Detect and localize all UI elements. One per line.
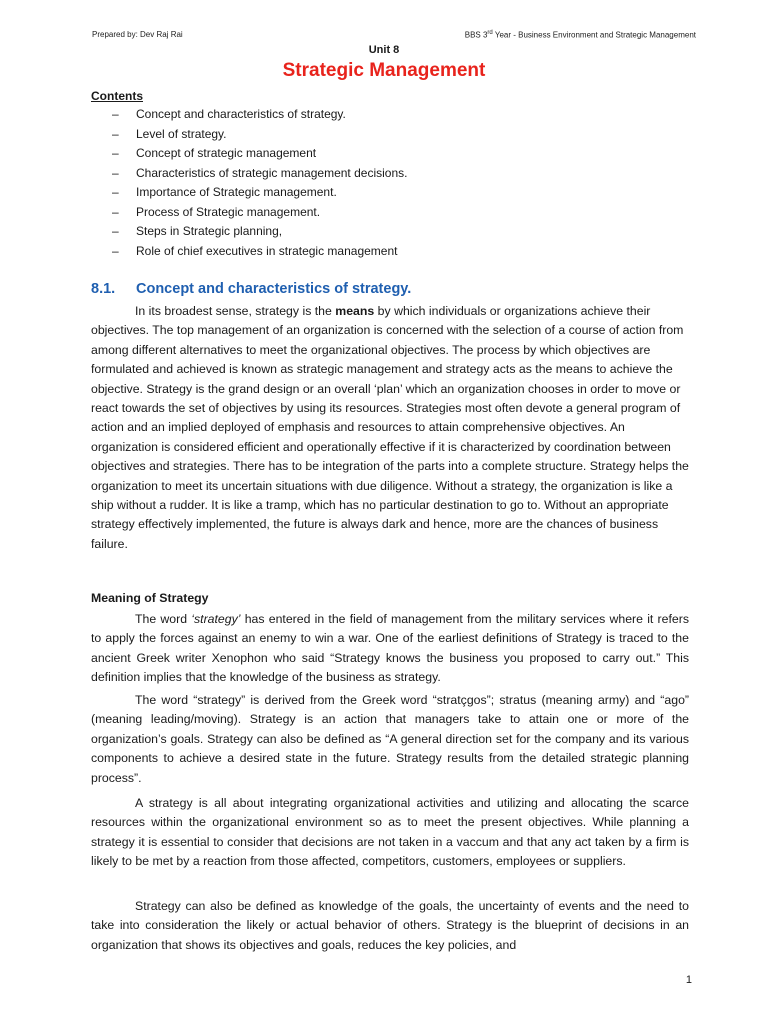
- section-heading: 8.1. Concept and characteristics of strategy.: [91, 281, 412, 297]
- page-title: Strategic Management: [282, 60, 486, 81]
- header-author: Prepared by: Dev Raj Rai: [92, 30, 183, 39]
- meaning-paragraph-4: Strategy can also be defined as knowledge of the goals, the uncertainty of events and the need to take into consideration the likely or actual behavior of others. Strategy is the blueprint of decisions in an organization that shows its objectives and goals, reduces the key policies, and: [91, 899, 689, 952]
- contents-item: – Characteristics of strategic management decisions.: [112, 165, 408, 180]
- meaning-paragraph-1: The word ‘strategy’ has entered in the field of management from the military services where it refers to apply the forces against an enemy to win a war. One of the earliest definitions of Strategy is traced to the ancient Greek writer Xenophon who said “Strategy knows the business you proposed to carry out.” This definition implies that the knowledge of the business as strategy.: [91, 612, 689, 685]
- contents-item: – Concept and characteristics of strategy.: [112, 107, 346, 121]
- section-paragraph: In its broadest sense, strategy is the means by which individuals or organizations achieve their objectives. The top management of an organization is concerned with the selection of a course of action from among different alternatives to meet the organizational objectives. The process by which objectives are formulated and achieved is known as strategic management and strategy acts as the means to achieve the objective. Strategy is the grand design or an overall ‘plan’ which an organization chooses in order to move or react towards the set of objectives by using its resources. Strategies most often devote a general program of action and an implied deployed of emphasis and resources to attain comprehensive objectives. An organization is considered efficient and operationally effective if it is characterized by coordination between objectives and strategies. There has to be integration of the parts into a complete structure. Strategy helps the organization to meet its uncertain situations with due diligence. Without a strategy, the organization is like a ship without a rudder. It is like a tramp, which has no particular destination to go to. Without an appropriate strategy effectively implemented, the future is always dark and hence, more are the chances of business failure.: [91, 304, 689, 551]
- contents-item: – Importance of Strategic management.: [112, 185, 337, 199]
- contents-item: – Steps in Strategic planning,: [112, 224, 283, 238]
- contents-item: – Level of strategy.: [112, 126, 227, 141]
- contents-list: [112, 105, 407, 261]
- contents-item: – Process of Strategic management.: [112, 204, 321, 219]
- page-number: 1: [685, 974, 692, 986]
- contents-heading: Contents: [91, 89, 143, 103]
- contents-item: – Concept of strategic management: [112, 146, 317, 160]
- unit-label: Unit 8: [368, 44, 400, 56]
- meaning-paragraph-3: A strategy is all about integrating organizational activities and utilizing and allocating the scarce resources within the organizational environment so as to meet the present objectives. While planning a strategy it is essential to consider that decisions are not taken in a vaccum and that any act taken by a firm is likely to be met by a reaction from those affected, competitors, customers, employees or suppliers.: [91, 796, 689, 869]
- contents-item: – Role of chief executives in strategic management: [112, 243, 398, 258]
- meaning-paragraph-2: The word “strategy” is derived from the Greek word “stratçgos”; stratus (meaning army) and “ago” (meaning leading/moving). Strategy is an action that managers take to attain one or more of the organization’s goals. Strategy can also be defined as “A general direction set for the company and its various components to achieve a desired state in the future. Strategy results from the detailed strategic planning process”.: [91, 693, 689, 785]
- meaning-heading: Meaning of Strategy: [91, 591, 209, 605]
- header-course: BBS 3rd Year - Business Environment and Strategic Management: [464, 30, 696, 40]
